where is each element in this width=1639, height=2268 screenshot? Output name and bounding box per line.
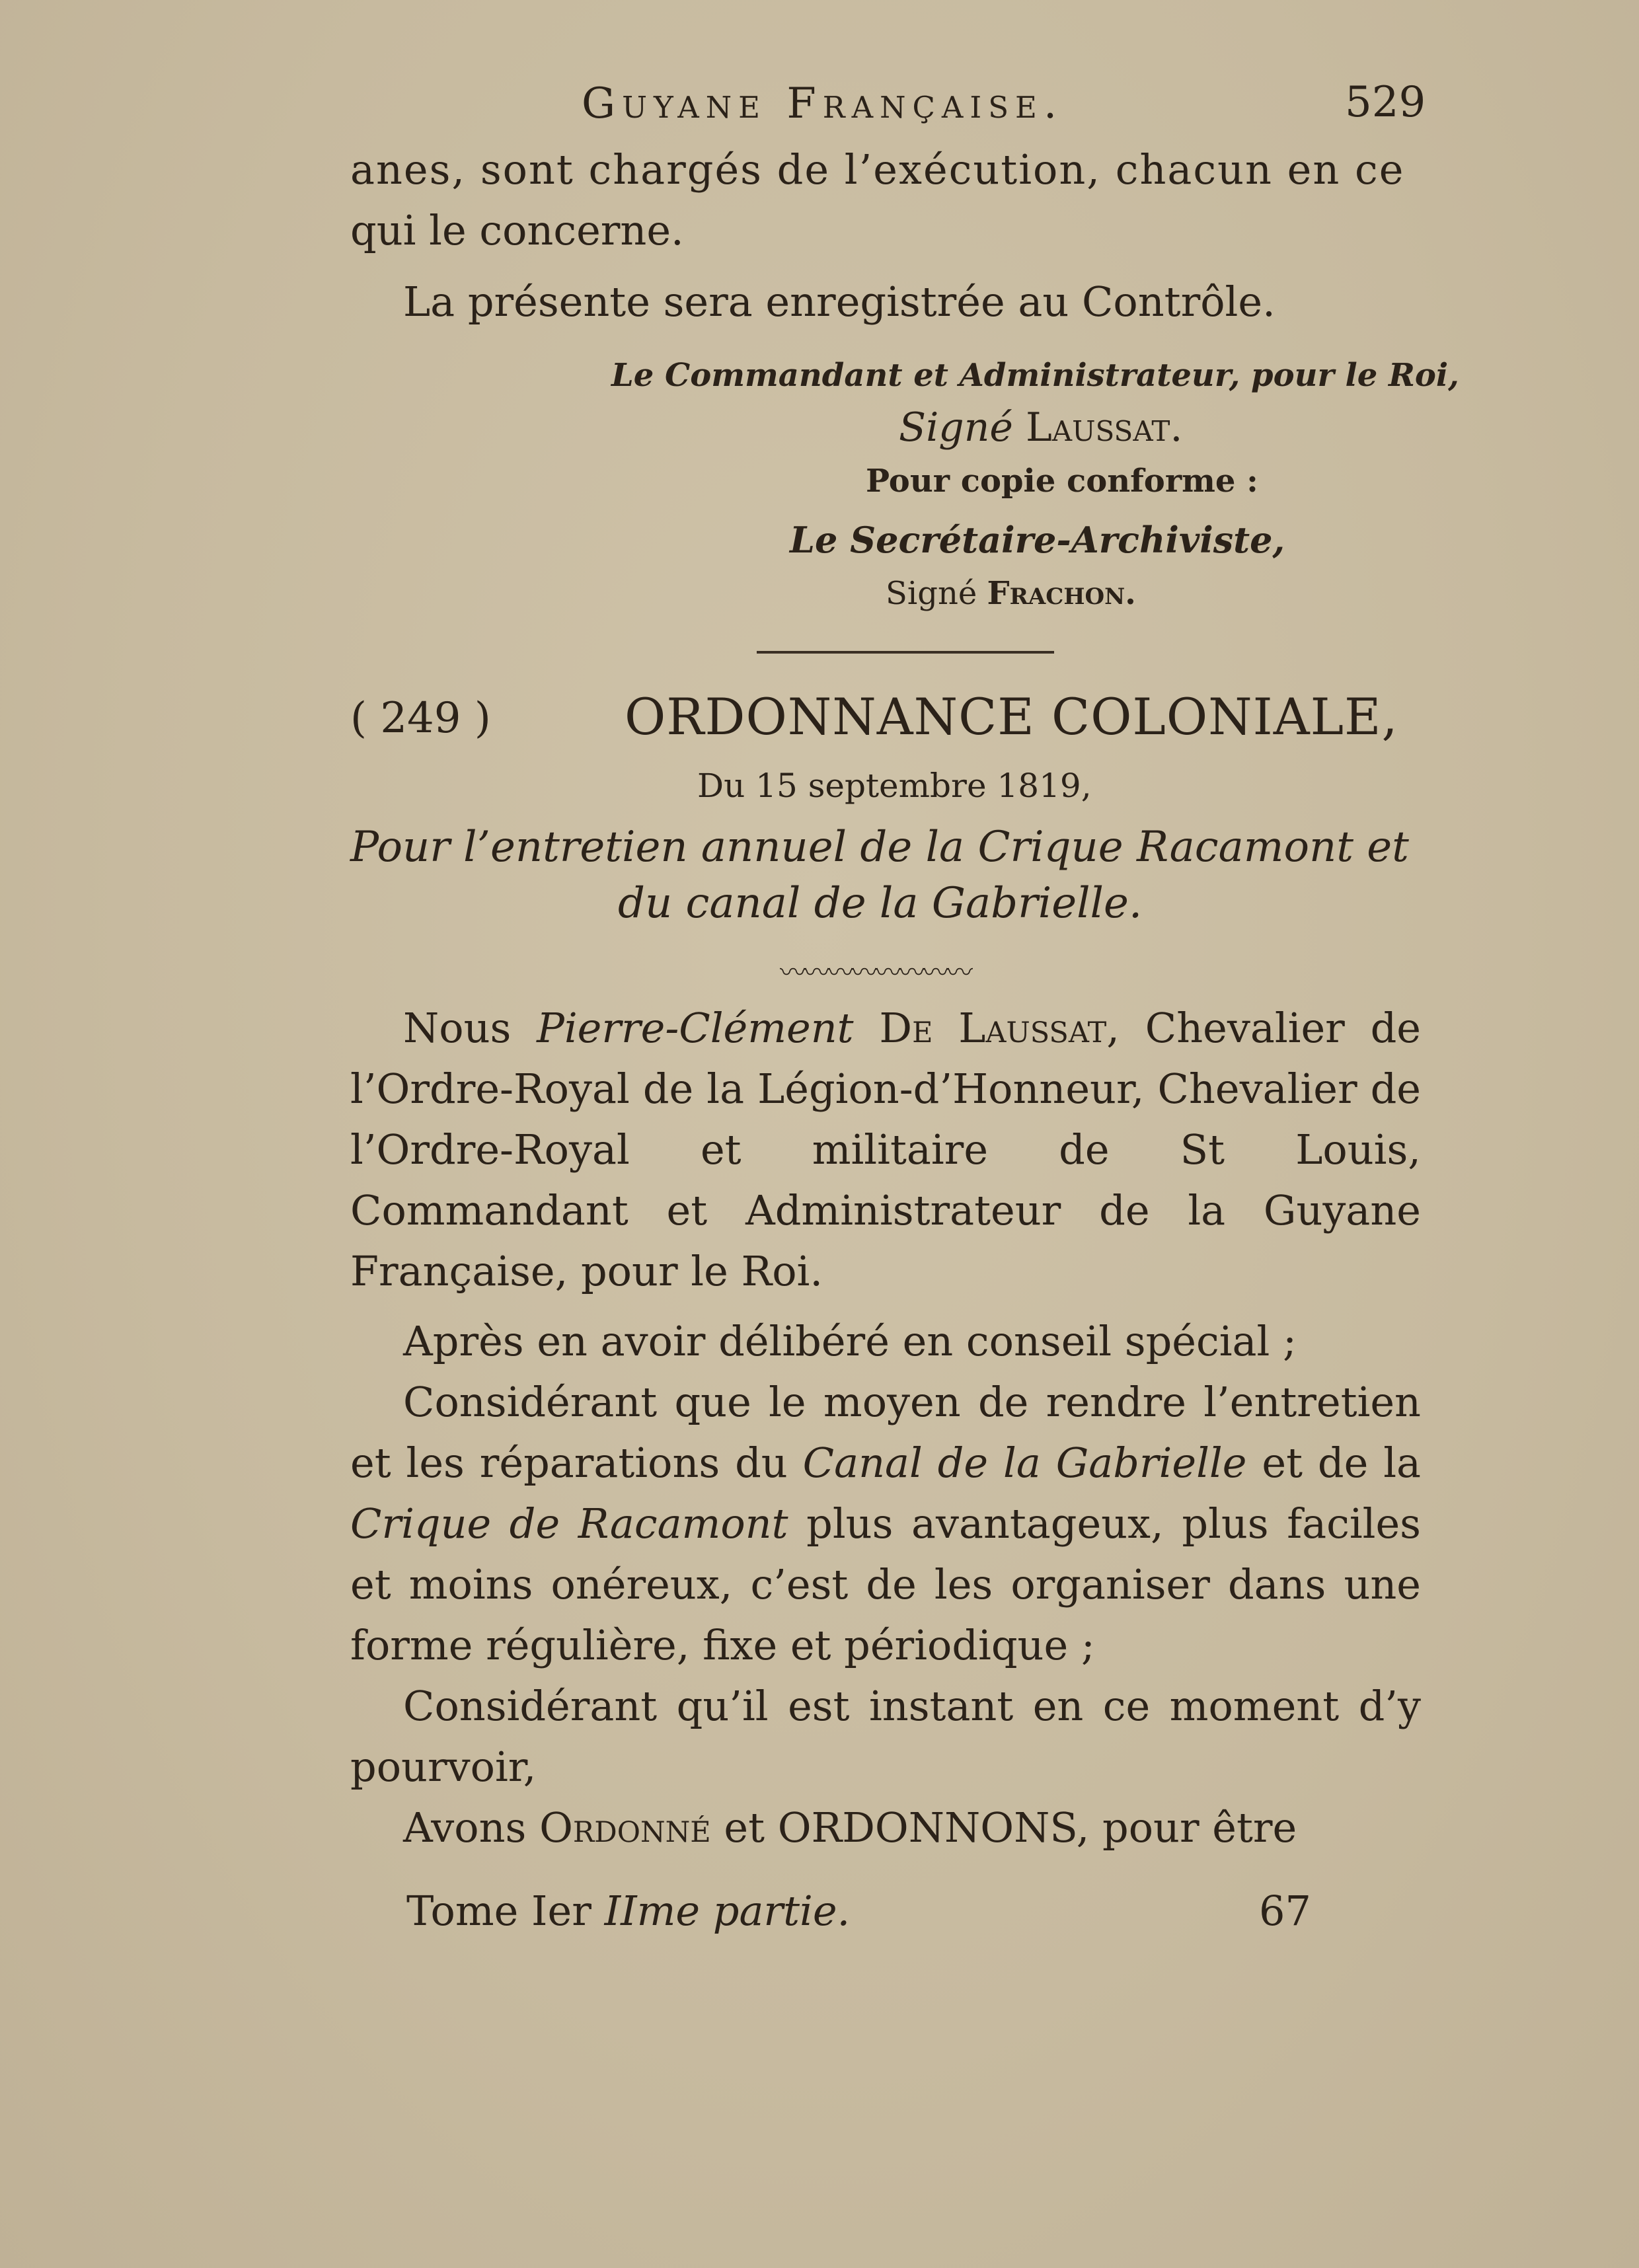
archivist-signature — [886, 575, 1136, 612]
tome-label: Tome Ier — [406, 1887, 591, 1935]
term-smallcaps: Ordonné — [539, 1803, 711, 1852]
copy-line: Pour copie conforme : — [866, 463, 1258, 500]
text-run: Considérant que le moyen de rendre l’entretien et les réparations du — [350, 1378, 1421, 1487]
divider-rule — [757, 651, 1054, 654]
signature-role: Le Commandant et Administrateur, pour le Roi, — [611, 357, 1459, 394]
footer-tome — [406, 1887, 850, 1935]
signed-name: Laussat. — [1025, 404, 1183, 451]
text-run: plus avantageux, plus faciles et moins onéreux, c’est de les organiser dans une forme régulière, fixe et périodique ; — [350, 1499, 1421, 1669]
page-number: 529 — [1345, 78, 1426, 127]
place-italic: Canal de la Gabrielle — [802, 1439, 1247, 1487]
signature — [899, 404, 1182, 451]
archivist-signed-name: Frachon. — [987, 575, 1136, 612]
text-line: anes, sont chargés de l’exécution, chacun en ce — [350, 145, 1405, 194]
running-title: Guyane Française. — [582, 79, 1064, 128]
paragraph — [350, 998, 1421, 1302]
paragraph — [350, 1372, 1421, 1676]
ordinance-number: ( 249 ) — [350, 694, 491, 743]
part-label: IIme partie. — [604, 1887, 851, 1935]
ordinance-title: ORDONNANCE COLONIALE, — [625, 687, 1398, 746]
ordinance-date: Du 15 septembre 1819, — [697, 767, 1092, 805]
text-run: Après en avoir délibéré en conseil spécial ; — [403, 1317, 1297, 1365]
name-italic: Pierre-Clément — [537, 1004, 854, 1052]
place-italic: Crique de Racamont — [350, 1499, 788, 1548]
body-text — [350, 998, 1421, 1858]
archivist-signed-prefix: Signé — [886, 575, 977, 612]
text-run: et de la — [1262, 1439, 1421, 1487]
signature-mark: 67 — [1259, 1887, 1311, 1935]
ordinance-subject: du canal de la Gabrielle. — [618, 879, 1143, 928]
ornament: 〰〰〰〰〰〰〰〰 — [780, 958, 970, 988]
paragraph — [350, 1311, 1421, 1372]
text-run: Nous — [403, 1004, 512, 1052]
signed-prefix: Signé — [899, 404, 1013, 451]
paragraph — [350, 1676, 1421, 1797]
text-run: Avons — [403, 1803, 527, 1852]
ordinance-subject: Pour l’entretien annuel de la Crique Racamont et — [350, 823, 1409, 872]
name-smallcaps: De Laussat — [879, 1004, 1107, 1052]
text-run: et ORDONNONS, pour être — [724, 1803, 1297, 1852]
archivist-role: Le Secrétaire-Archiviste, — [790, 519, 1285, 561]
text-line: La présente sera enregistrée au Contrôle. — [403, 278, 1276, 326]
text-line: qui le concerne. — [350, 206, 684, 254]
text-run: Considérant qu’il est instant en ce moment d’y pourvoir, — [350, 1682, 1421, 1791]
paragraph — [350, 1797, 1421, 1858]
text-run: , Chevalier de l’Ordre-Royal de la Légion-d’Honneur, Chevalier de l’Ordre-Royal et militaire de St Louis, Commandant et Administrateur de la Guyane Française, pour le Roi. — [350, 1004, 1421, 1295]
